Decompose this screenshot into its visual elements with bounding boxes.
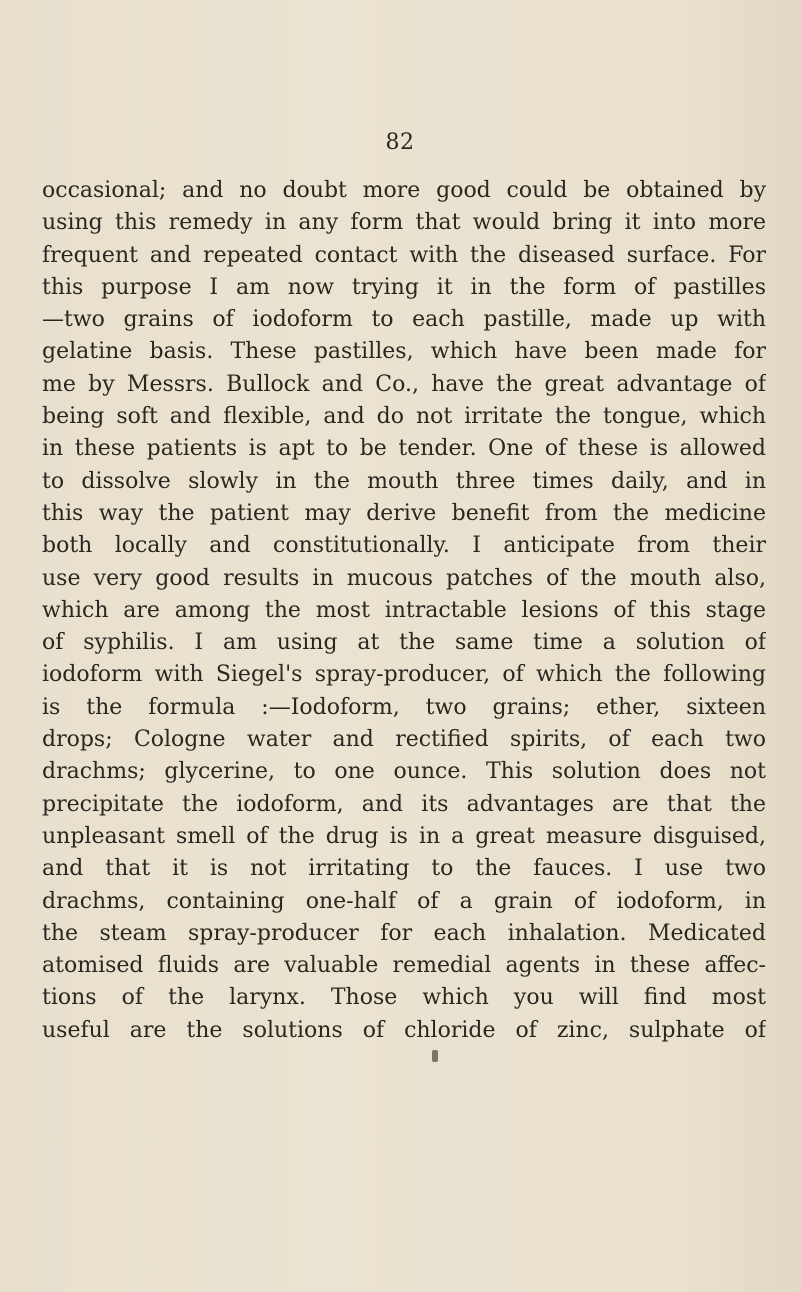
- text-line: unpleasant smell of the drug is in a great measure disguised,: [42, 823, 766, 849]
- text-line: this purpose I am now trying it in the form of pastilles: [42, 274, 766, 300]
- text-line: drops; Cologne water and rectified spirits, of each two: [42, 727, 766, 753]
- text-line: iodoform with Siegel's spray-producer, of which the following: [42, 662, 766, 688]
- ink-mark: [432, 1050, 438, 1062]
- text-line: gelatine basis. These pastilles, which have been made for: [42, 339, 766, 365]
- text-line: —two grains of iodoform to each pastille, made up with: [42, 307, 766, 333]
- text-line: the steam spray-producer for each inhalation. Medicated: [42, 920, 766, 946]
- text-line: drachms; glycerine, to one ounce. This solution does not: [42, 759, 766, 785]
- body-text: [42, 175, 766, 1047]
- text-line: me by Messrs. Bullock and Co., have the great advantage of: [42, 371, 766, 397]
- text-line: both locally and constitutionally. I anticipate from their: [42, 533, 766, 559]
- text-line: to dissolve slowly in the mouth three times daily, and in: [42, 468, 766, 494]
- text-line: of syphilis. I am using at the same time a solution of: [42, 630, 766, 656]
- text-line: is the formula :—Iodoform, two grains; ether, sixteen: [42, 694, 766, 720]
- text-line: precipitate the iodoform, and its advantages are that the: [42, 791, 766, 817]
- page-number: 82: [385, 130, 415, 155]
- text-line: occasional; and no doubt more good could be obtained by: [42, 178, 766, 203]
- text-line: useful are the solutions of chloride of zinc, sulphate of: [42, 1017, 766, 1043]
- text-line: drachms, containing one-half of a grain of iodoform, in: [42, 888, 766, 914]
- text-line: using this remedy in any form that would bring it into more: [42, 210, 766, 236]
- text-line: use very good results in mucous patches of the mouth also,: [42, 565, 766, 591]
- text-line: this way the patient may derive benefit from the medicine: [42, 500, 766, 526]
- text-line: frequent and repeated contact with the diseased surface. For: [42, 242, 766, 268]
- text-line: atomised fluids are valuable remedial agents in these affec-: [42, 953, 766, 979]
- text-line: which are among the most intractable lesions of this stage: [42, 597, 766, 623]
- text-line: and that it is not irritating to the fauces. I use two: [42, 856, 766, 882]
- text-line: being soft and flexible, and do not irritate the tongue, which: [42, 404, 766, 430]
- text-line: tions of the larynx. Those which you will find most: [42, 985, 766, 1011]
- text-line: in these patients is apt to be tender. One of these is allowed: [42, 436, 766, 462]
